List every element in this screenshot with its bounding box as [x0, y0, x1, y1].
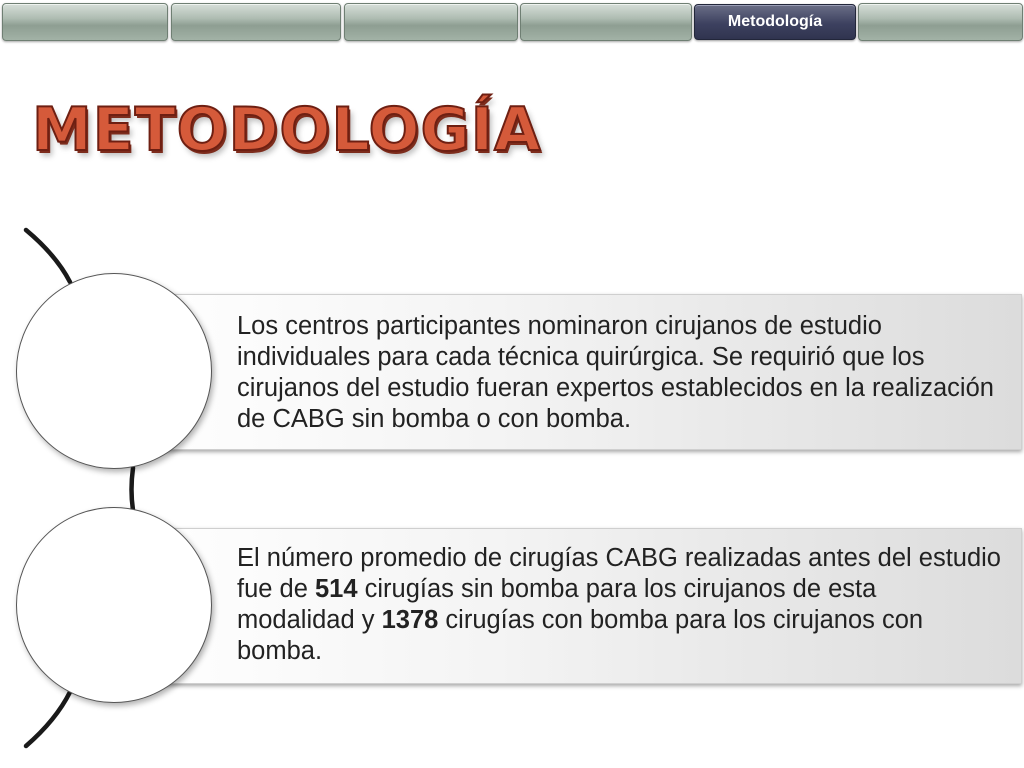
info-card-2 [138, 528, 1022, 684]
timeline-circle-2 [16, 507, 212, 703]
offpump-average-count: 514 [314, 575, 358, 603]
page-title: METODOLOGÍA [32, 95, 542, 165]
card-text-1: Los centros participantes nominaron cirujanos de estudio individuales para cada técnica quirúrgica. Se requirió que los cirujanos del estudio fueran expertos establecidos en la realización de CABG sin bomba o con bomba. [237, 312, 994, 433]
info-card-1 [138, 294, 1022, 450]
onpump-average-count: 1378 [381, 606, 439, 634]
timeline-circle-1 [16, 273, 212, 469]
card-text-segment: El número promedio de cirugías CABG realizadas antes del estudio fue de [237, 544, 1001, 603]
card-text-segment: cirugías con bomba para los cirujanos con bomba. [237, 606, 924, 665]
card-text-segment: cirugías sin bomba para los cirujanos de esta modalidad y [237, 575, 877, 634]
nav-tab-label: Metodología [727, 13, 823, 30]
card-text-2 [237, 543, 1001, 667]
